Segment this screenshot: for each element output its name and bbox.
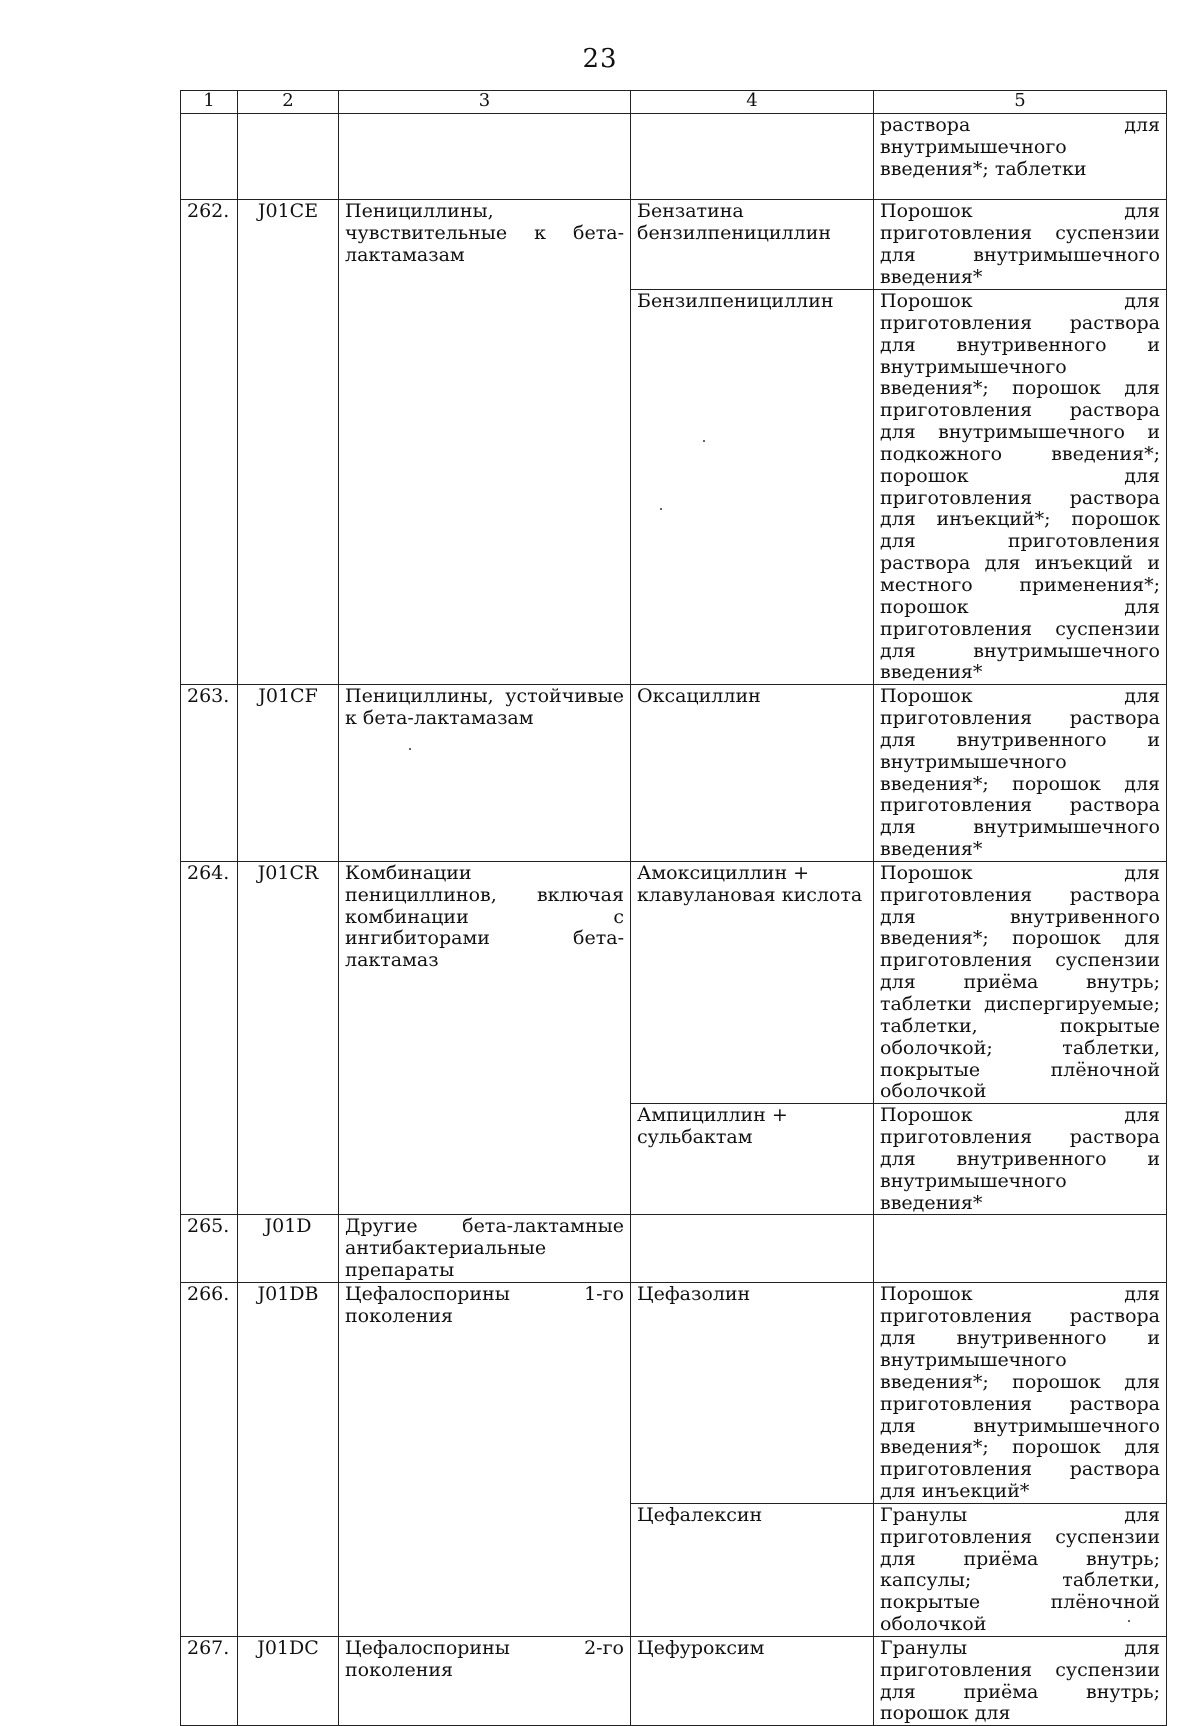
pharmacological-group: Цефалоспорины 2-го поколения xyxy=(339,1636,631,1725)
column-header: 5 xyxy=(874,91,1167,114)
row-number: 262. xyxy=(181,200,238,685)
scan-speck xyxy=(409,748,411,750)
drug-table xyxy=(180,90,1167,1726)
drug-name: Цефалексин xyxy=(631,1503,874,1636)
dosage-form: Гранулы для приготовления суспензии для приёма внутрь; капсулы; таблетки, покрытые плёночной оболочкой xyxy=(874,1503,1167,1636)
scan-speck xyxy=(660,508,662,510)
column-header: 2 xyxy=(238,91,339,114)
drug-name: Бензилпенициллин xyxy=(631,290,874,685)
column-header: 3 xyxy=(339,91,631,114)
table-row xyxy=(181,200,1167,290)
row-number: 263. xyxy=(181,685,238,862)
drug-name: Цефазолин xyxy=(631,1283,874,1503)
drug-name: Амоксициллин + клавулановая кислота xyxy=(631,861,874,1103)
pharmacological-group: Комбинации пенициллинов, включая комбинации с ингибиторами бета-лактамаз xyxy=(339,861,631,1215)
dosage-form: Порошок для приготовления раствора для внутривенного введения*; порошок для приготовления суспензии для приёма внутрь; таблетки диспергируемые; таблетки, покрытые оболочкой; таблетки, покрытые плёночной оболочкой xyxy=(874,861,1167,1103)
atc-code: J01CF xyxy=(238,685,339,862)
scan-speck xyxy=(703,440,705,442)
row-number: 265. xyxy=(181,1215,238,1283)
table-header-row xyxy=(181,91,1167,114)
atc-code: J01DC xyxy=(238,1636,339,1725)
pharmacological-group: Пенициллины, чувствительные к бета-лактамазам xyxy=(339,200,631,685)
pharmacological-group xyxy=(339,114,631,200)
table-row xyxy=(181,861,1167,1103)
dosage-form: Гранулы для приготовления суспензии для приёма внутрь; порошок для xyxy=(874,1636,1167,1725)
atc-code: J01CR xyxy=(238,861,339,1215)
row-number: 264. xyxy=(181,861,238,1215)
scan-speck xyxy=(1128,1620,1130,1622)
drug-name: Бензатина бензилпенициллин xyxy=(631,200,874,290)
column-header: 4 xyxy=(631,91,874,114)
table-row xyxy=(181,1215,1167,1283)
pharmacological-group: Пенициллины, устойчивые к бета-лактамазам xyxy=(339,685,631,862)
page-number: 23 xyxy=(582,44,618,74)
drug-name: Оксациллин xyxy=(631,685,874,862)
drug-name: Ампициллин + сульбактам xyxy=(631,1104,874,1215)
atc-code: J01CE xyxy=(238,200,339,685)
pharmacological-group: Другие бета-лактамные антибактериальные препараты xyxy=(339,1215,631,1283)
drug-name: Цефуроксим xyxy=(631,1636,874,1725)
atc-code: J01D xyxy=(238,1215,339,1283)
row-number: 267. xyxy=(181,1636,238,1725)
dosage-form: Порошок для приготовления раствора для внутривенного и внутримышечного введения*; порошок для приготовления раствора для внутримышечного введения*; порошок для приготовления раствора для инъекций* xyxy=(874,1283,1167,1503)
dosage-form: Порошок для приготовления раствора для внутривенного и внутримышечного введения*; порошок для приготовления раствора для внутримышечного введения* xyxy=(874,685,1167,862)
dosage-form xyxy=(874,1215,1167,1283)
table-row xyxy=(181,114,1167,200)
row-number xyxy=(181,114,238,200)
row-number: 266. xyxy=(181,1283,238,1637)
table-row xyxy=(181,685,1167,862)
dosage-form: раствора для внутримышечного введения*; таблетки xyxy=(874,114,1167,200)
dosage-form: Порошок для приготовления суспензии для внутримышечного введения* xyxy=(874,200,1167,290)
table-row xyxy=(181,1283,1167,1503)
table-row xyxy=(181,1636,1167,1725)
drug-name xyxy=(631,114,874,200)
pharmacological-group: Цефалоспорины 1-го поколения xyxy=(339,1283,631,1637)
dosage-form: Порошок для приготовления раствора для внутривенного и внутримышечного введения*; порошок для приготовления раствора для внутримышечного и подкожного введения*; порошок для приготовления раствора для инъекций*; порошок для приготовления раствора для инъекций и местного применения*; порошок для приготовления суспензии для внутримышечного введения* xyxy=(874,290,1167,685)
atc-code xyxy=(238,114,339,200)
drug-name xyxy=(631,1215,874,1283)
atc-code: J01DB xyxy=(238,1283,339,1637)
dosage-form: Порошок для приготовления раствора для внутривенного и внутримышечного введения* xyxy=(874,1104,1167,1215)
column-header: 1 xyxy=(181,91,238,114)
